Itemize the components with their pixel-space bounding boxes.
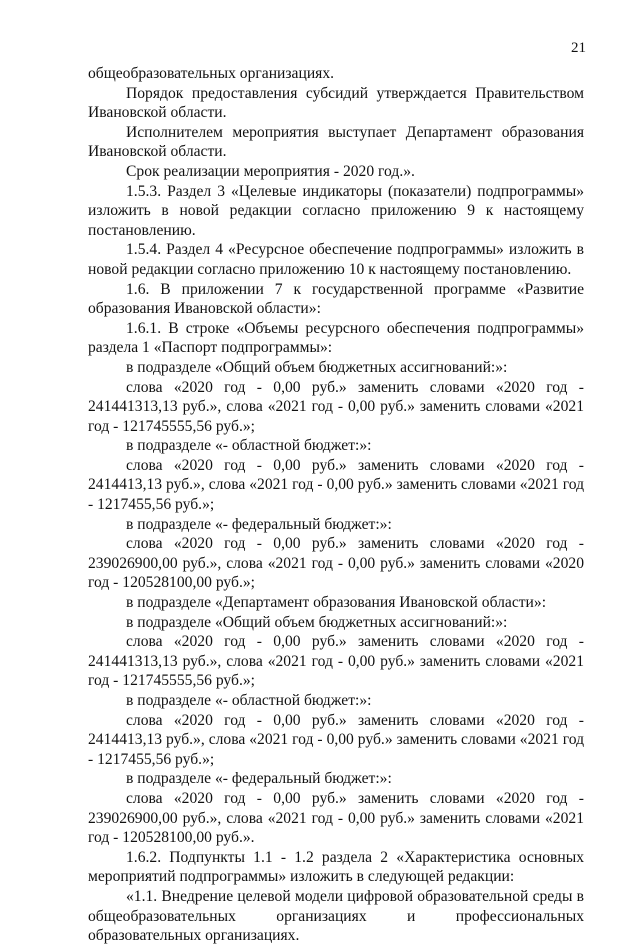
paragraph-5: 1.5.3. Раздел 3 «Целевые индикаторы (показатели) подпрограммы» изложить в новой редакции согласно приложению 9 к настоящему постановлению. bbox=[88, 182, 584, 239]
paragraph-6: 1.5.4. Раздел 4 «Ресурсное обеспечение подпрограммы» изложить в новой редакции согласно приложению 10 к настоящему постановлению. bbox=[88, 241, 584, 278]
paragraph-12: слова «2020 год - 0,00 руб.» заменить словами «2020 год - 2414413,13 руб.», слова «2021 год - 0,00 руб.» заменить словами «2021 год - 1217455,56 руб.»; bbox=[88, 456, 584, 514]
paragraph-14: слова «2020 год - 0,00 руб.» заменить словами «2020 год - 239026900,00 руб.», слова «2021 год - 0,00 руб.» заменить словами «2020 год - 120528100,00 руб.»; bbox=[88, 535, 584, 592]
paragraph-20: в подразделе «- федеральный бюджет:»: bbox=[126, 770, 392, 788]
paragraph-15: в подразделе «Департамент образования Ивановской области»: bbox=[126, 594, 547, 612]
paragraph-3: Исполнителем мероприятия выступает Департамент образования Ивановской области. bbox=[88, 123, 584, 161]
paragraph-17: слова «2020 год - 0,00 руб.» заменить словами «2020 год - 241441313,13 руб.», слова «2021 год - 0,00 руб.» заменить словами «2021 год - 121745555,56 руб.»; bbox=[88, 633, 584, 690]
paragraph-23: «1.1. Внедрение целевой модели цифровой образовательной среды в общеобразовательных организациях и профессиональных образовательных организациях. bbox=[88, 887, 584, 945]
paragraph-13: в подразделе «- федеральный бюджет:»: bbox=[126, 515, 392, 533]
page-number: 21 bbox=[571, 40, 586, 56]
document-body bbox=[88, 64, 584, 946]
paragraph-18: в подразделе «- областной бюджет:»: bbox=[126, 692, 372, 709]
paragraph-2: Порядок предоставления субсидий утверждается Правительством Ивановской области. bbox=[88, 84, 584, 122]
paragraph-11: в подразделе «- областной бюджет:»: bbox=[126, 437, 372, 455]
paragraph-1: общеобразовательных организациях. bbox=[88, 65, 335, 82]
paragraph-22: 1.6.2. Подпункты 1.1 - 1.2 раздела 2 «Характеристика основных мероприятий подпрограммы» изложить в следующей редакции: bbox=[88, 848, 584, 886]
paragraph-16: в подразделе «Общий объем бюджетных ассигнований:»: bbox=[126, 613, 508, 631]
paragraph-9: в подразделе «Общий объем бюджетных ассигнований:»: bbox=[126, 358, 508, 376]
paragraph-4: Срок реализации мероприятия - 2020 год.». bbox=[126, 162, 415, 180]
paragraph-7: 1.6. В приложении 7 к государственной программе «Развитие образования Ивановской области»: bbox=[88, 280, 584, 318]
paragraph-8: 1.6.1. В строке «Объемы ресурсного обеспечения подпрограммы» раздела 1 «Паспорт подпрограммы»: bbox=[88, 319, 584, 357]
paragraph-19: слова «2020 год - 0,00 руб.» заменить словами «2020 год - 2414413,13 руб.», слова «2021 год - 0,00 руб.» заменить словами «2021 год - 1217455,56 руб.»; bbox=[88, 711, 584, 768]
paragraph-10: слова «2020 год - 0,00 руб.» заменить словами «2020 год - 241441313,13 руб.», слова «2021 год - 0,00 руб.» заменить словами «2021 год - 121745555,56 руб.»; bbox=[88, 378, 584, 435]
paragraph-21: слова «2020 год - 0,00 руб.» заменить словами «2020 год - 239026900,00 руб.», слова «2021 год - 0,00 руб.» заменить словами «2021 год - 120528100,00 руб.». bbox=[88, 789, 584, 847]
